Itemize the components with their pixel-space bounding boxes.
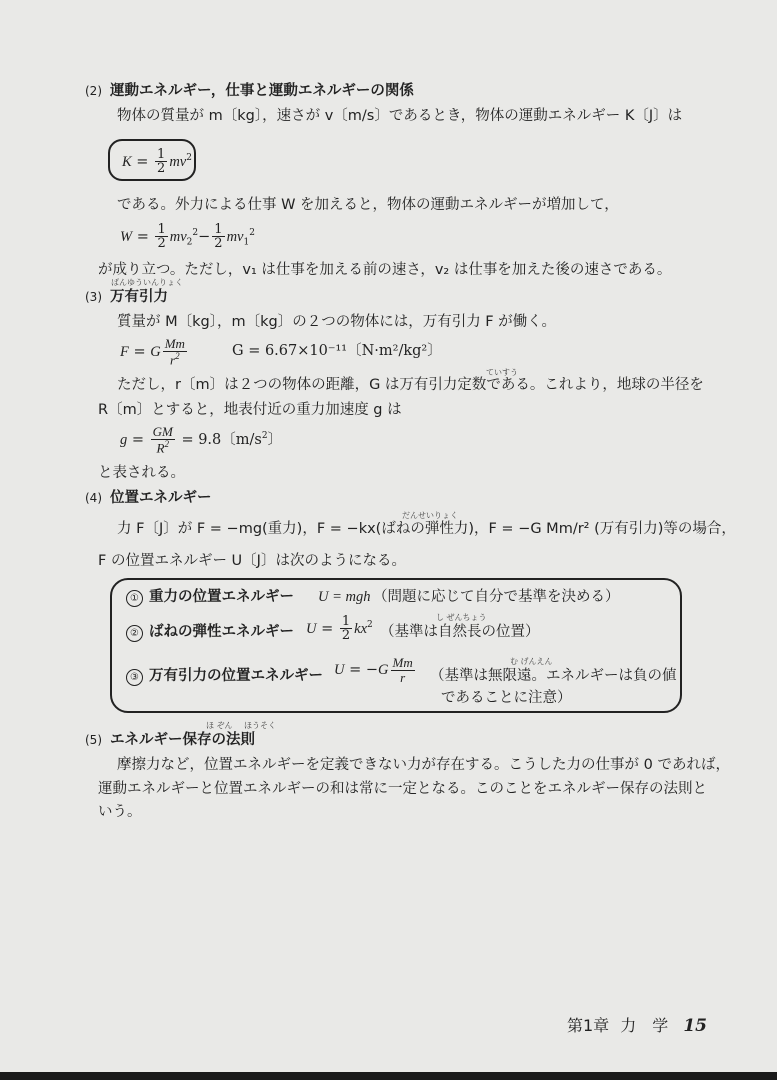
page-number: 15 — [683, 1016, 707, 1036]
ruby-banyuinryoku: ばんゆういんりょく — [111, 278, 183, 287]
s3-line-3: R〔m〕とすると，地表付近の重力加速度 g は — [98, 402, 402, 418]
ruby-danseiryoku: だんせいりょく — [402, 511, 458, 520]
section-3-heading — [85, 286, 168, 308]
s3-line-4: と表される。 — [98, 465, 185, 481]
heading-text: 位置エネルギー — [110, 490, 212, 506]
gravitational-constant: G = 6.67×10⁻¹¹〔N·m²/kg²〕 — [232, 343, 442, 359]
s4-line-1: 力 F〔J〕が F = −mg(重力)，F = −kx(ばねの弾性力)，F = −G Mm/r² (万有引力)等の場合， — [117, 521, 736, 537]
s4-line-2: F の位置エネルギー U〔J〕は次のようになる。 — [98, 553, 406, 569]
heading-text: 万有引力 — [110, 289, 168, 305]
ruby-housoku: ほうそく — [244, 721, 276, 730]
pe-item-1-note: （問題に応じて自分で基準を決める） — [373, 589, 620, 605]
s2-line-3: が成り立つ。ただし，v₁ は仕事を加える前の速さ，v₂ は仕事を加えた後の速さである。 — [98, 262, 672, 278]
chapter-label: 第1章 — [566, 1016, 610, 1035]
item-number: ② — [126, 625, 143, 642]
pe-spring-formula: U = $\frac{1}{2}$ $kx^2$ — [306, 613, 373, 644]
chapter-title: 力 学 — [620, 1016, 669, 1035]
heading-text: エネルギー保存の法則 — [110, 732, 255, 748]
pe-item-3 — [126, 665, 323, 687]
item-label: 万有引力の位置エネルギー — [149, 668, 323, 684]
s3-line-2: ただし，r〔m〕は２つの物体の距離，G は万有引力定数である。これより，地球の半径を — [117, 377, 704, 393]
item-number: ③ — [126, 669, 143, 686]
gravity-acceleration-formula: g = $\frac{GM}{R^2}$ = 9.8〔$m/s^2$〕 — [120, 424, 283, 455]
ruby-mugenen: む げんえん — [510, 657, 553, 666]
pe-item-3-note-2: であることに注意） — [441, 690, 572, 706]
item-label: 重力の位置エネルギー — [149, 589, 294, 605]
kinetic-energy-formula: K = $\frac{1}{2}$ $mv^2$ — [122, 146, 192, 177]
s3-line-1: 質量が M〔kg〕，m〔kg〕の２つの物体には，万有引力 F が働く。 — [117, 314, 556, 330]
s5-line-3: いう。 — [98, 804, 142, 820]
s5-line-1: 摩擦力など，位置エネルギーを定義できない力が存在する。こうした力の仕事が 0 であれば， — [117, 757, 730, 773]
section-4-heading — [85, 487, 212, 509]
section-number: (5) — [85, 733, 102, 747]
ruby-teisuu: ていすう — [486, 368, 518, 377]
ruby-shizenchou: し ぜんちょう — [436, 613, 487, 622]
pe-item-2-note: （基準は自然長の位置） — [380, 624, 540, 640]
work-energy-formula: W = $\frac{1}{2}$ $mv_2^2-$ $\frac{1}{2}$ $mv_1^2$ — [120, 221, 255, 252]
section-number: (3) — [85, 290, 102, 304]
s2-line-2: である。外力による仕事 W を加えると，物体の運動エネルギーが増加して， — [117, 197, 619, 213]
pe-item-2 — [126, 621, 294, 643]
section-5-heading — [85, 729, 255, 751]
page-footer — [567, 1013, 707, 1036]
item-number: ① — [126, 590, 143, 607]
ruby-hozon: ほ ぞん — [206, 721, 233, 730]
s5-line-2: 運動エネルギーと位置エネルギーの和は常に一定となる。このことをエネルギー保存の法則と — [98, 781, 707, 797]
gravitation-formula: F = G $\frac{Mm}{r^2}$ — [120, 336, 185, 367]
heading-text: 運動エネルギー，仕事と運動エネルギーの関係 — [110, 83, 414, 99]
s2-line-1: 物体の質量が m〔kg〕，速さが v〔m/s〕であるとき，物体の運動エネルギー K〔J〕は — [117, 108, 683, 124]
pe-gravitation-formula: U = −G $\frac{Mm}{r}$ — [334, 655, 413, 685]
pe-gravity-formula: U = mgh — [318, 589, 371, 605]
pe-item-3-note: （基準は無限遠。エネルギーは負の値 — [430, 668, 677, 684]
section-number: (2) — [85, 84, 102, 98]
section-number: (4) — [85, 491, 102, 505]
pe-item-1 — [126, 586, 294, 608]
item-label: ばねの弾性エネルギー — [149, 624, 294, 640]
section-2-heading — [85, 80, 414, 102]
